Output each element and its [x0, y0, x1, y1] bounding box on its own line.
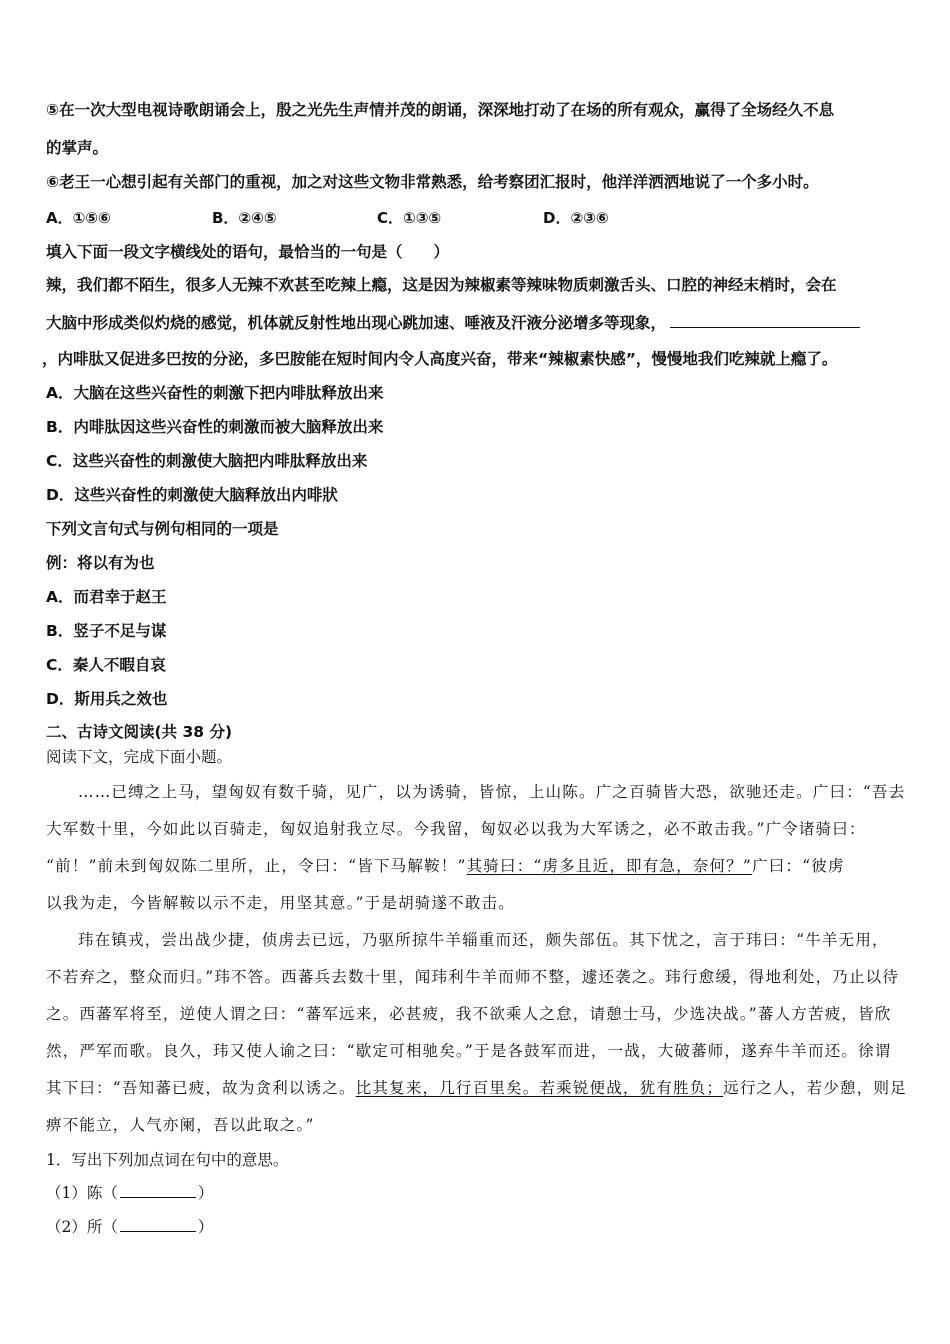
passage1-line-3 [46, 854, 845, 878]
item-5-line-2: 的掌声。 [46, 139, 109, 157]
item-1-answer-blank[interactable] [120, 1183, 196, 1198]
item-5-line-1: ⑤在一次大型电视诗歌朗诵会上，殷之光先生声情并茂的朗诵，深深地打动了在场的所有观众，赢得了全场经久不息 [46, 101, 835, 119]
option-c[interactable]: C．①③⑤ [377, 209, 442, 227]
fill-passage-line-3: ，内啡肽又促进多巴按的分泌，多巴胺能在短时间内令人高度兴奋，带来“辣椒素快感”，慢慢地我们吃辣就上瘾了。 [42, 350, 838, 368]
fill-passage-text: 大脑中形成类似灼烧的感觉，机体就反射性地出现心跳加速、唾液及汗液分泌增多等现象， [46, 314, 667, 332]
syntax-question-stem: 下列文言句式与例句相同的一项是 [46, 520, 279, 538]
fill-option-b[interactable]: B．内啡肽因这些兴奋性的刺激而被大脑释放出来 [46, 418, 384, 436]
underlined-sentence-2: 比其复来，几行百里矣。若乘锐便战，犹有胜负； [355, 1079, 724, 1097]
syntax-option-b[interactable]: B．竖子不足与谋 [46, 622, 167, 640]
passage1-line-3-text: “前！”前未到匈奴陈二里所，止，令曰：“皆下马解鞍！” [46, 857, 467, 875]
fill-option-d[interactable]: D．这些兴奋性的刺激使大脑释放出内啡狀 [46, 486, 338, 504]
section-heading: 二、古诗文阅读(共 38 分) [46, 723, 233, 741]
passage2-line-5 [46, 1076, 907, 1100]
passage2-line-6: 痹不能立，人气亦阑，吾以此取之。” [46, 1116, 315, 1134]
passage1-line-1: ……已缚之上马，望匈奴有数千骑，见广，以为诱骑，皆惊，上山陈。广之百骑皆大恐，欲驰还走。广曰：“吾去 [78, 783, 906, 801]
item-1-close: ） [197, 1184, 214, 1202]
option-b[interactable]: B．②④⑤ [212, 209, 277, 227]
item-6: ⑥老王一心想引起有关部门的重视，加之对这些文物非常熟悉，给考察团汇报时，他洋洋洒洒地说了一个多小时。 [46, 173, 819, 191]
question-1-item-1 [46, 1181, 213, 1205]
item-2-answer-blank[interactable] [120, 1217, 196, 1232]
item-2-close: ） [197, 1218, 214, 1236]
question-1-item-2 [46, 1215, 213, 1239]
passage1-line-2: 大军数十里，今如此以百骑走，匈奴追射我立尽。今我留，匈奴必以我为大军诱之，必不敢击我。”广令诸骑曰： [46, 820, 866, 838]
item-2-label: （2）所（ [46, 1218, 118, 1236]
passage2-line-3: 之。西蕃军将至，逆使人谓之曰：“蕃军远来，必甚疲，我不欲乘人之怠，请憩士马，少选决战。”蕃人方苦疲，皆欣 [46, 1005, 892, 1023]
passage2-line-5-end: 远行之人，若少憩，则足 [723, 1079, 907, 1097]
passage1-line-3-end: 广曰：“彼虏 [752, 857, 845, 875]
passage2-line-1: 玮在镇戎，尝出战少捷，侦虏去已远，乃驱所掠牛羊辎重而还，颇失部伍。其下忧之，言于玮曰：“牛羊无用， [78, 931, 889, 949]
syntax-option-c[interactable]: C．秦人不暇自哀 [46, 656, 166, 674]
syntax-option-a[interactable]: A．而君幸于赵王 [46, 588, 167, 606]
passage2-line-5-text: 其下曰：“吾知蕃已疲，故为贪利以诱之。 [46, 1079, 356, 1097]
fill-option-a[interactable]: A．大脑在这些兴奋性的刺激下把内啡肽释放出来 [46, 384, 384, 402]
syntax-option-d[interactable]: D．斯用兵之效也 [46, 690, 168, 708]
fill-option-c[interactable]: C．这些兴奋性的刺激使大脑把内啡肽释放出来 [46, 452, 368, 470]
fill-passage-line-2 [46, 311, 860, 335]
passage1-line-4: 以我为走，今皆解鞍以示不走，用坚其意。”于是胡骑遂不敢击。 [46, 894, 515, 912]
item-1-label: （1）陈（ [46, 1184, 118, 1202]
fill-passage-line-1: 辣，我们都不陌生，很多人无辣不欢甚至吃辣上瘾，这是因为辣椒素等辣味物质刺激舌头、口腔的神经末梢时，会在 [46, 276, 837, 294]
passage2-line-2: 不若弃之，整众而归。”玮不答。西蕃兵去数十里，闻玮利牛羊而师不整，遽还袭之。玮行愈缓，得地利处，乃止以待 [46, 968, 900, 986]
answer-blank[interactable] [670, 313, 860, 328]
passage2-line-4: 然，严军而歌。良久，玮又使人谕之曰：“歇定可相驰矣。”于是各鼓军而进，一战，大破蕃师，遂弃牛羊而还。徐谓 [46, 1042, 892, 1060]
syntax-example: 例：将以有为也 [46, 554, 155, 572]
reading-instruction: 阅读下文，完成下面小题。 [46, 748, 233, 766]
question-1-stem: 1．写出下列加点词在句中的意思。 [46, 1151, 289, 1169]
fill-question-stem: 填入下面一段文字横线处的语句，最恰当的一句是（ ） [46, 243, 450, 261]
underlined-sentence-1: 其骑曰：“虏多且近，即有急，奈何？” [466, 857, 753, 875]
option-a[interactable]: A．①⑤⑥ [46, 209, 111, 227]
option-d[interactable]: D．②③⑥ [543, 209, 609, 227]
